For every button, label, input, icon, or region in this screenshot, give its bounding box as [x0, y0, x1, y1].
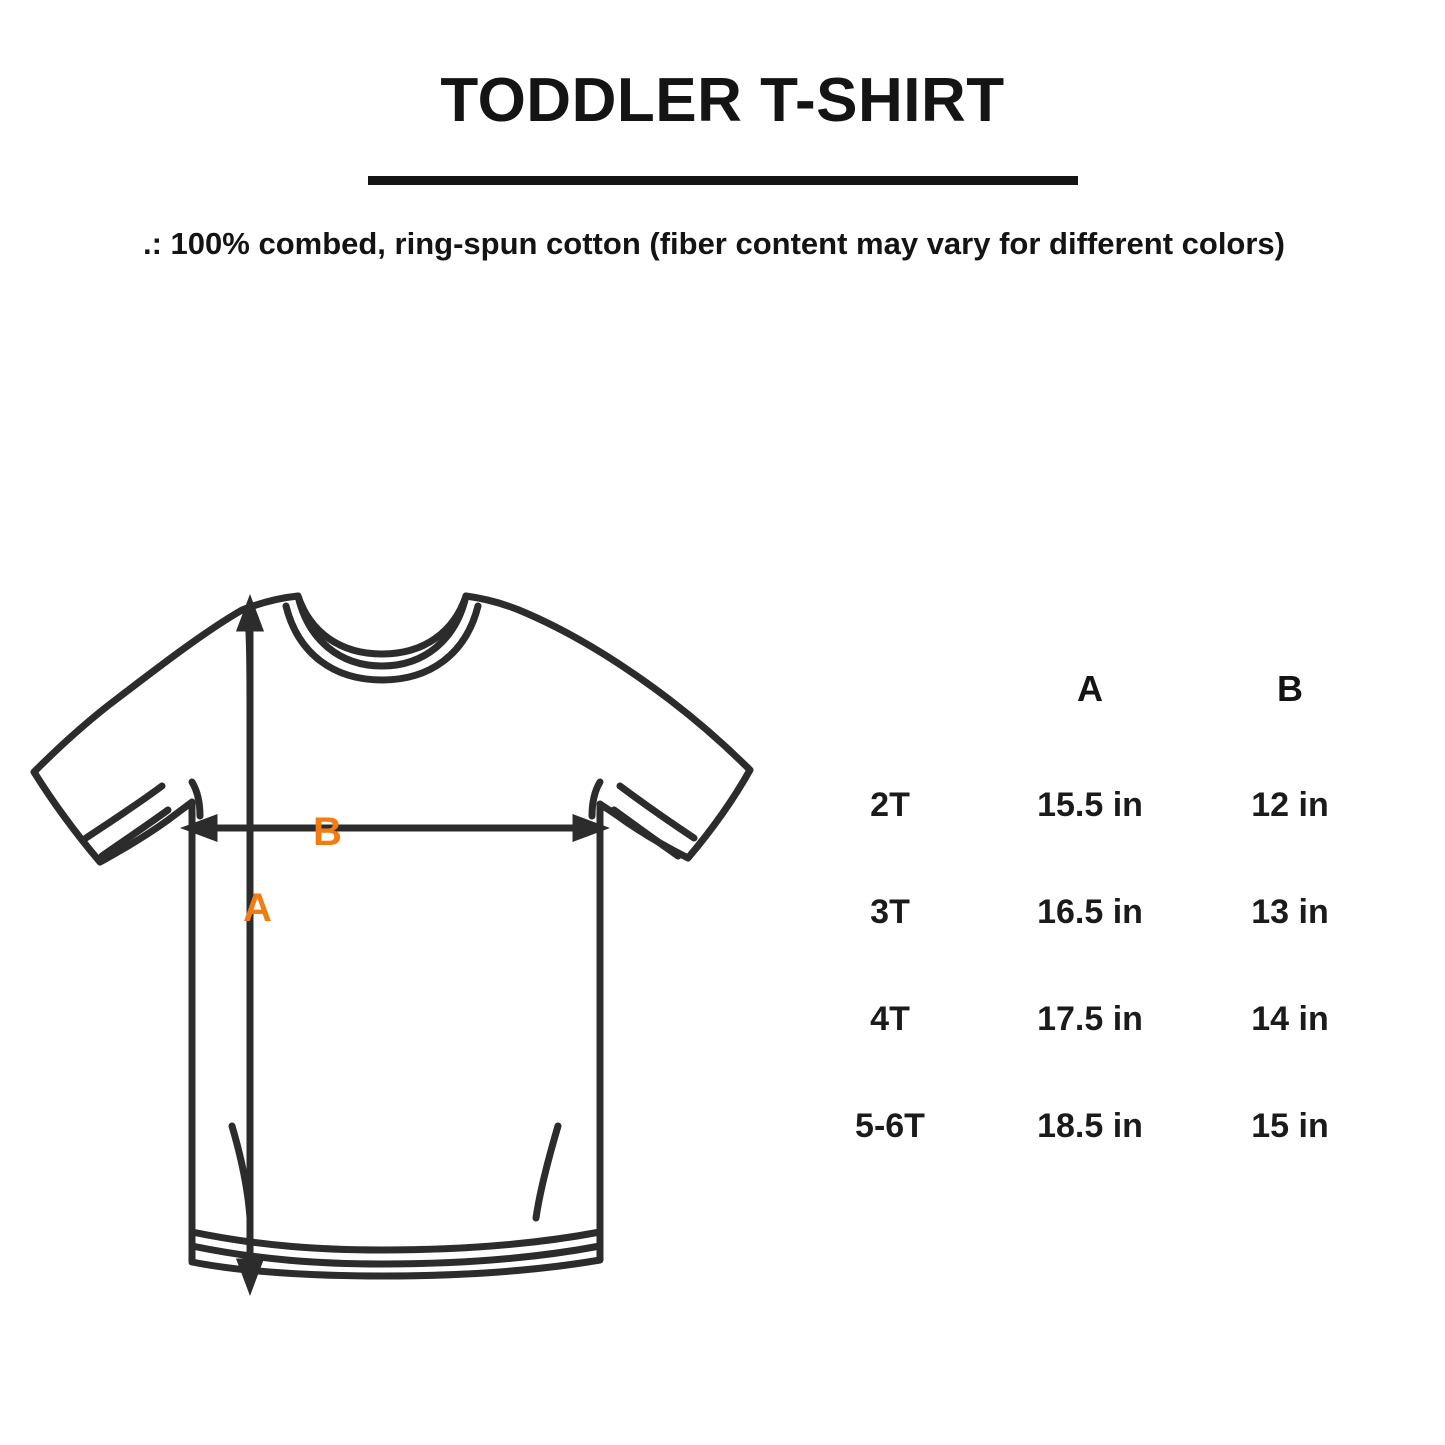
measure-b-label: B	[313, 810, 342, 854]
page-title-container	[0, 68, 1445, 133]
size-table	[800, 668, 1380, 1180]
table-row	[800, 966, 1380, 1073]
table-header-b: B	[1277, 668, 1303, 709]
table-row	[800, 859, 1380, 966]
cell-a: 16.5 in	[1037, 893, 1143, 931]
cell-b: 15 in	[1251, 1107, 1329, 1145]
product-description: .: 100% combed, ring-spun cotton (fiber content may vary for different colors)	[143, 226, 1285, 261]
title-underline-rule	[368, 176, 1078, 185]
size-table-container	[800, 668, 1400, 1180]
page-title: TODDLER T-SHIRT	[440, 66, 1005, 135]
table-row	[800, 752, 1380, 859]
cell-size: 2T	[870, 786, 910, 824]
cell-a: 18.5 in	[1037, 1107, 1143, 1145]
cell-a: 15.5 in	[1037, 786, 1143, 824]
table-header-row	[800, 668, 1380, 752]
cell-b: 14 in	[1251, 1000, 1329, 1038]
cell-b: 12 in	[1251, 786, 1329, 824]
cell-a: 17.5 in	[1037, 1000, 1143, 1038]
cell-size: 4T	[870, 1000, 910, 1038]
measurement-arrows-svg	[10, 570, 770, 1330]
cell-b: 13 in	[1251, 893, 1329, 931]
cell-size: 3T	[870, 893, 910, 931]
tshirt-diagram	[10, 570, 770, 1330]
measure-a-label: A	[243, 886, 272, 930]
table-header-size	[800, 668, 980, 752]
cell-size: 5-6T	[855, 1107, 925, 1145]
table-header-a: A	[1077, 668, 1103, 709]
table-row	[800, 1073, 1380, 1180]
